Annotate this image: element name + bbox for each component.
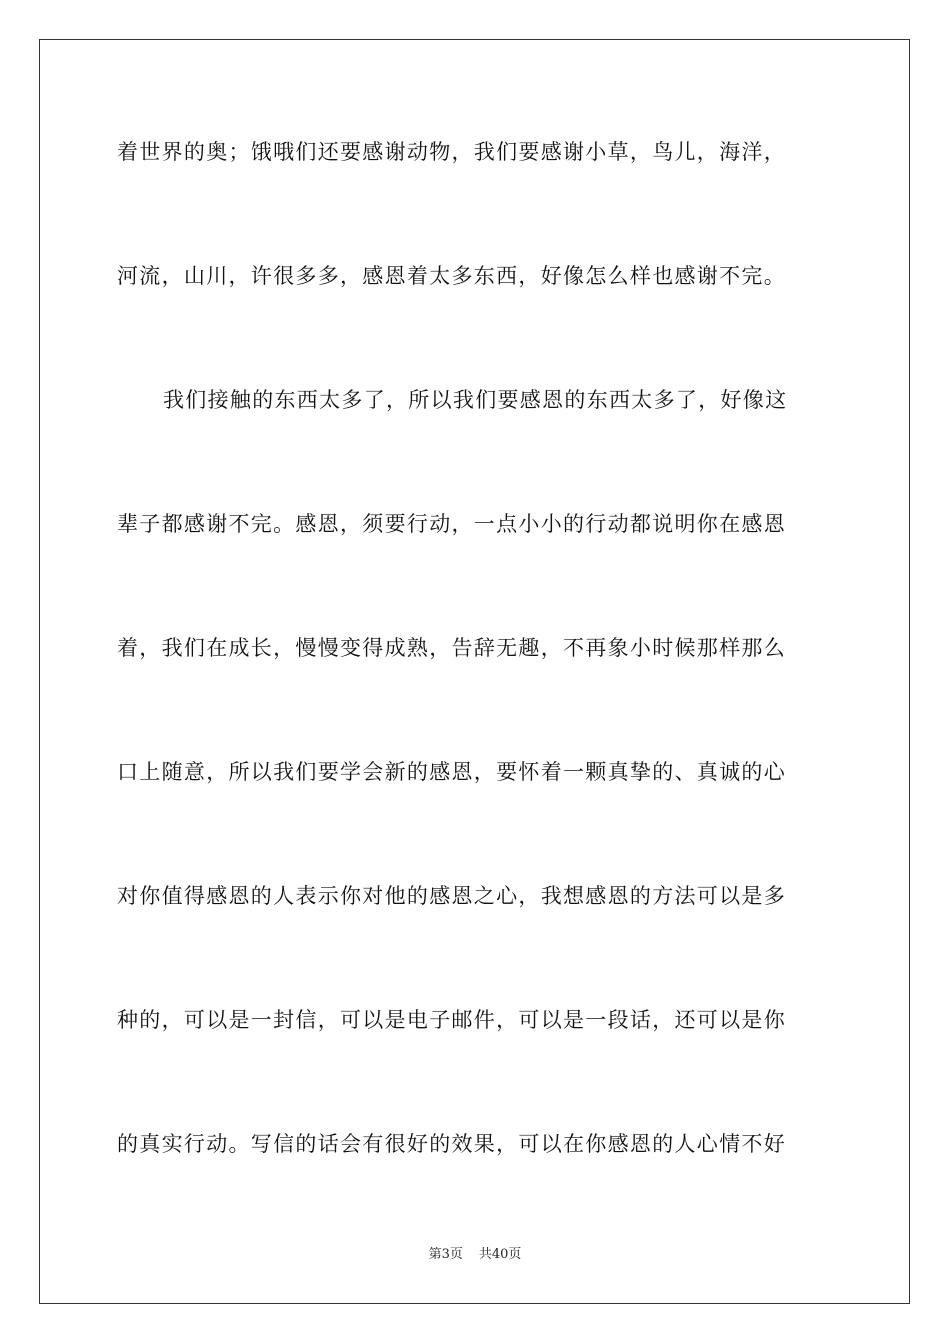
total-pages: 共40页 bbox=[478, 1247, 522, 1262]
text-line: 着，我们在成长，慢慢变得成熟，告辞无趣，不再象小时候那样那么 bbox=[117, 636, 786, 660]
page-number: 第3页 bbox=[428, 1247, 463, 1262]
text-line: 河流，山川，许很多多，感恩着太多东西，好像怎么样也感谢不完。 bbox=[117, 264, 786, 288]
page-footer bbox=[0, 1246, 950, 1264]
text-line: 的真实行动。写信的话会有很好的效果，可以在你感恩的人心情不好 bbox=[117, 1132, 786, 1156]
text-line: 口上随意，所以我们要学会新的感恩，要怀着一颗真挚的、真诚的心 bbox=[117, 760, 786, 784]
text-line: 对你值得感恩的人表示你对他的感恩之心，我想感恩的方法可以是多 bbox=[117, 884, 786, 908]
text-line: 辈子都感谢不完。感恩，须要行动，一点小小的行动都说明你在感恩 bbox=[117, 512, 786, 536]
paragraph-first-line: 我们接触的东西太多了，所以我们要感恩的东西太多了，好像这 bbox=[163, 388, 788, 412]
text-line: 种的，可以是一封信，可以是电子邮件，可以是一段话，还可以是你 bbox=[117, 1008, 786, 1032]
page-border bbox=[39, 39, 910, 1304]
text-line: 着世界的奥；饿哦们还要感谢动物，我们要感谢小草，鸟儿，海洋， bbox=[117, 140, 786, 164]
